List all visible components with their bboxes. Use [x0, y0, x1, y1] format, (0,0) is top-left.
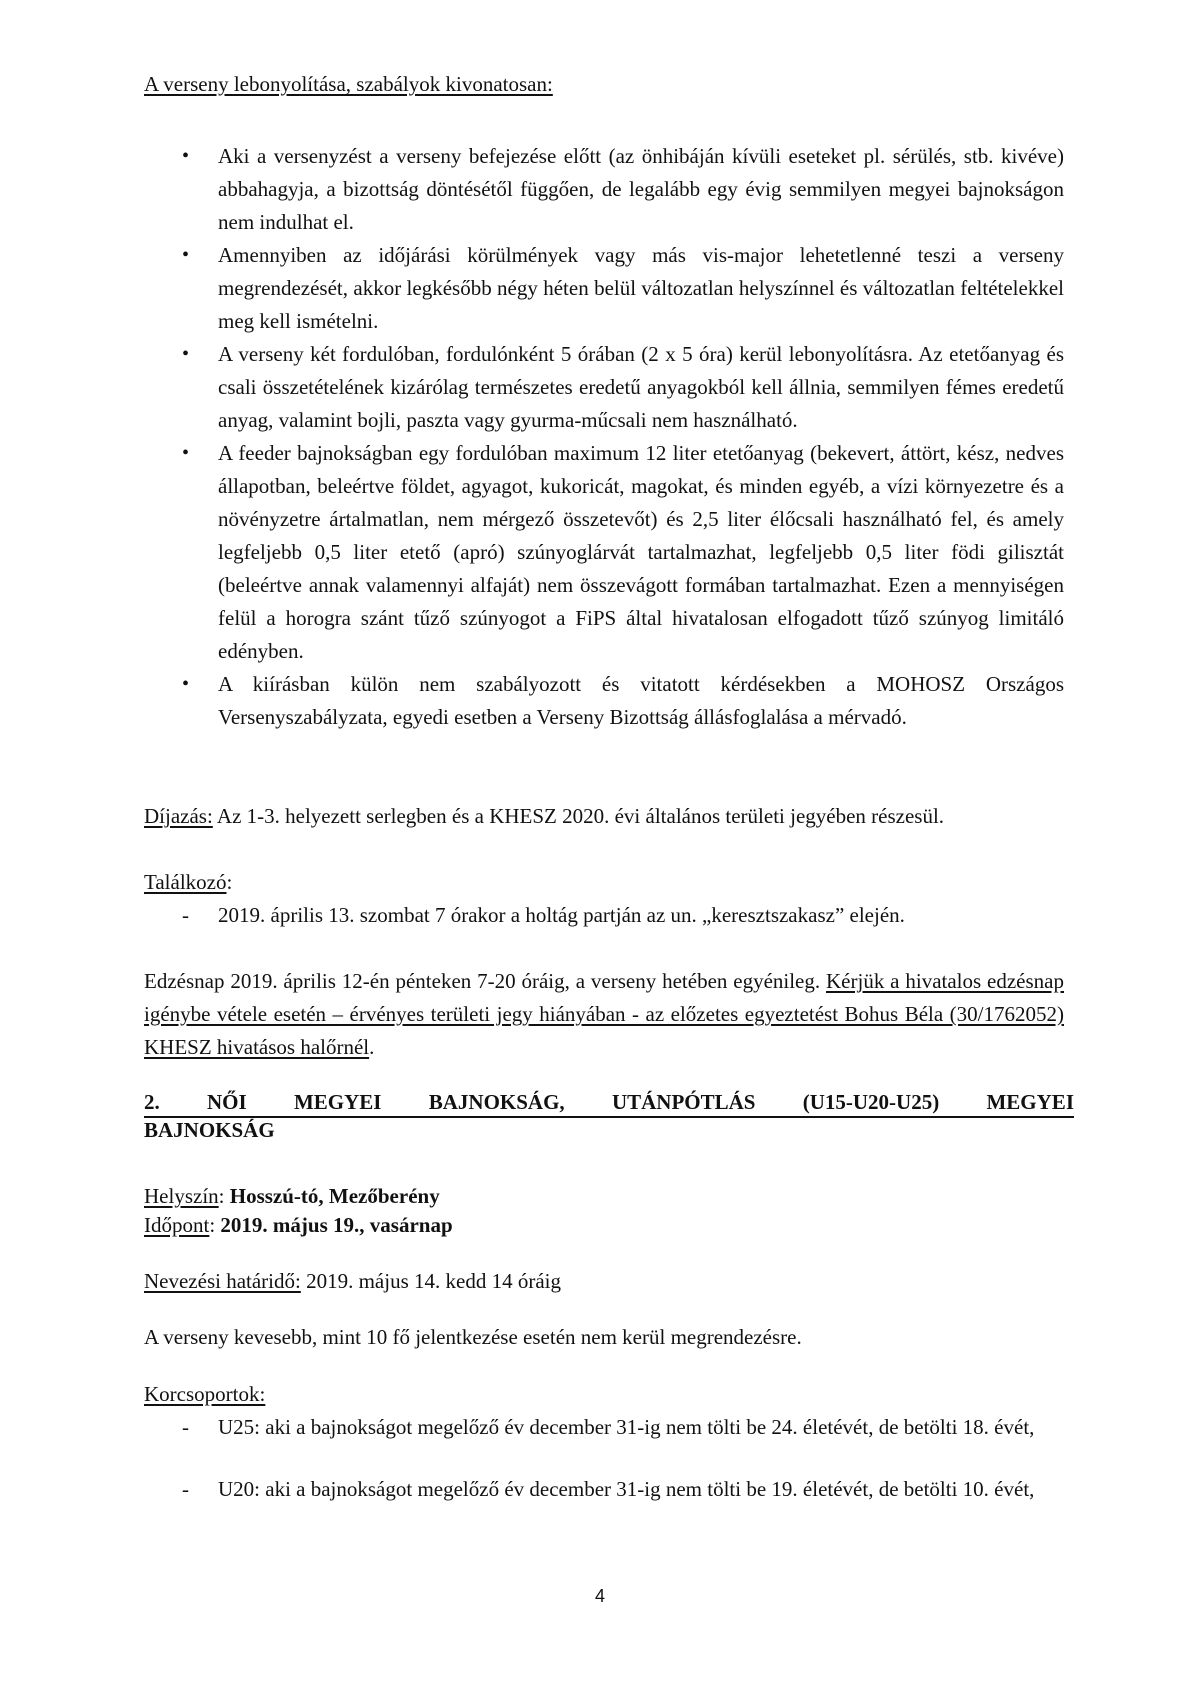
practice-contact-note: Kérjük a hivatalos edzésnap igénybe vétele esetén – érvényes területi jegy hiányában - az előzetes egyeztetést Bohus Béla (30/1762052) KHESZ hivatásos halőrnél	[144, 969, 1064, 1059]
venue-line: Helyszín: Hosszú-tó, Mezőberény	[144, 1184, 440, 1208]
date-suffix: , vasárnap	[359, 1213, 453, 1237]
age-group-text: U20: aki a bajnokságot megelőző év december 31-ig nem tölti be 19. életévét, de betölti 10. évét,	[218, 1477, 1035, 1501]
rules-heading: A verseny lebonyolítása, szabályok kivonatosan:	[144, 72, 553, 96]
list-item: • Aki a versenyzést a verseny befejezése előtt (az önhibáján kívüli eseteket pl. sérülés, stb. kivéve) abbahagyja, a bizottság döntésétől függően, de legalább egy évig semmilyen megyei bajnokságon nem indulhat el.	[144, 140, 1064, 239]
practice-paragraph	[144, 965, 1064, 1064]
deadline-label: Nevezési határidő:	[144, 1269, 301, 1293]
meeting-colon: :	[226, 870, 233, 894]
list-item: • A verseny két fordulóban, fordulónként 5 órában (2 x 5 óra) kerül lebonyolításra. Az etetőanyag és csali összetételének kizárólag természetes eredetű anyagokból kell állnia, semmilyen fémes eredetű anyag, valamint bojli, paszta vagy gyurma-műcsali nem használható.	[144, 338, 1064, 437]
meeting-item	[144, 899, 1064, 932]
meeting-label: Találkozó	[144, 870, 227, 894]
dash-marker: -	[182, 903, 189, 927]
prize-paragraph	[144, 800, 1064, 833]
practice-end: .	[369, 1035, 375, 1059]
date-label: Időpont	[144, 1213, 210, 1237]
deadline-value: 2019. május 14. kedd 14 óráig	[300, 1269, 561, 1293]
meeting-heading	[144, 866, 1064, 899]
page-number: 4	[594, 1586, 605, 1606]
section-title-line2: BAJNOKSÁG	[144, 1118, 275, 1142]
date-value: 2019. május 19.	[220, 1213, 360, 1237]
deadline-line	[144, 1265, 1064, 1298]
meeting-text: 2019. április 13. szombat 7 órakor a holtág partján az un. „keresztszakasz” elején.	[218, 903, 905, 927]
section-title: 2. NŐI MEGYEI BAJNOKSÁG, UTÁNPÓTLÁS (U15-U20-U25) MEGYEI	[144, 1088, 1074, 1118]
rules-list	[144, 140, 1064, 734]
list-item: • A kiírásban külön nem szabályozott és vitatott kérdésekben a MOHOSZ Országos Versenyszabályzata, egyedi esetben a Verseny Bizottság állásfoglalása a mérvadó.	[144, 668, 1064, 734]
list-item: • Amennyiben az időjárási körülmények vagy más vis-major lehetetlenné teszi a verseny megrendezését, akkor legkésőbb négy héten belül változatlan helyszínnel és változatlan feltételekkel meg kell ismételni.	[144, 239, 1064, 338]
list-item: • A feeder bajnokságban egy fordulóban maximum 12 liter etetőanyag (bekevert, áttört, kész, nedves állapotban, beleértve földet, agyagot, kukoricát, magokat, és minden egyéb, a vízi környezetre és a növényzetre ártalmatlan, nem mérgező összetevőt) és 2,5 liter élőcsali használható fel, és amely legfeljebb 0,5 liter etető (apró) szúnyoglárvát tartalmazhat, legfeljebb 0,5 liter födi gilisztát (beleértve annak valamennyi alfaját) nem összevágott formában tartalmazhat. Ezen a mennyiségen felül a horogra szánt tűző szúnyogot a FiPS által hivatalosan elfogadott tűző szúnyog limitáló edényben.	[144, 437, 1064, 668]
practice-text: Edzésnap 2019. április 12-én pénteken 7-20 óráig, a verseny hetében egyénileg.	[144, 969, 826, 993]
age-group-text: U25: aki a bajnokságot megelőző év december 31-ig nem tölti be 24. életévét, de betölti 18. évét,	[218, 1415, 1035, 1439]
min-participants-note: A verseny kevesebb, mint 10 fő jelentkezése esetén nem kerül megrendezésre.	[144, 1325, 802, 1349]
prize-label: Díjazás:	[144, 804, 213, 828]
list-item	[144, 1473, 1064, 1506]
date-line: Időpont: 2019. május 19., vasárnap	[144, 1213, 453, 1237]
prize-text: Az 1-3. helyezett serlegben és a KHESZ 2020. évi általános területi jegyében részesül.	[212, 804, 945, 828]
list-item	[144, 1411, 1064, 1444]
venue-label: Helyszín	[144, 1184, 219, 1208]
dash-marker: -	[182, 1415, 189, 1439]
venue-value: Hosszú-tó, Mezőberény	[229, 1184, 440, 1208]
dash-marker: -	[182, 1477, 189, 1501]
age-groups-label: Korcsoportok:	[144, 1382, 266, 1406]
